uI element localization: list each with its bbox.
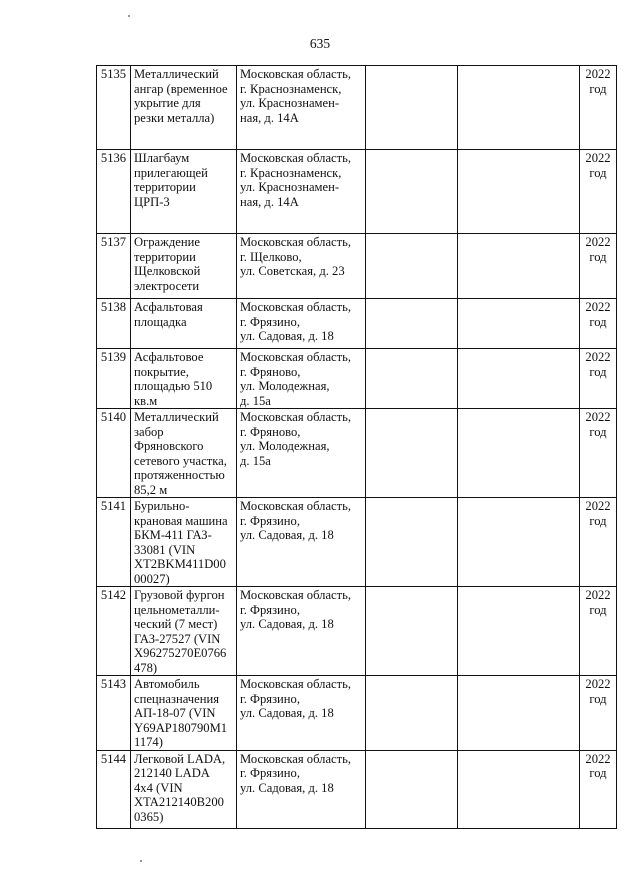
object-address: Московская область, г. Фрязино, ул. Садовая, д. 18 (237, 299, 366, 349)
object-address: Московская область, г. Краснознаменск, ул. Краснознамен- ная, д. 14А (237, 66, 366, 150)
empty-cell (458, 349, 580, 409)
year-cell: 2022 год (580, 299, 617, 349)
empty-cell (366, 349, 458, 409)
table-row (97, 66, 617, 150)
empty-cell (458, 750, 580, 828)
empty-cell (458, 498, 580, 587)
table-row (97, 676, 617, 751)
object-address: Московская область, г. Щелково, ул. Советская, д. 23 (237, 234, 366, 299)
empty-cell (366, 587, 458, 676)
empty-cell (366, 150, 458, 234)
row-number: 5141 (97, 498, 131, 587)
year-cell: 2022 год (580, 587, 617, 676)
object-address: Московская область, г. Фряново, ул. Молодежная, д. 15а (237, 409, 366, 498)
table-row (97, 234, 617, 299)
object-name: Асфальтовое покрытие, площадью 510 кв.м (131, 349, 237, 409)
table-row (97, 587, 617, 676)
row-number: 5136 (97, 150, 131, 234)
row-number: 5143 (97, 676, 131, 751)
table-row (97, 150, 617, 234)
year-cell: 2022 год (580, 676, 617, 751)
object-address: Московская область, г. Краснознаменск, ул. Краснознамен- ная, д. 14А (237, 150, 366, 234)
empty-cell (458, 66, 580, 150)
row-number: 5137 (97, 234, 131, 299)
empty-cell (366, 66, 458, 150)
year-cell: 2022 год (580, 750, 617, 828)
empty-cell (366, 299, 458, 349)
scan-speck (140, 860, 142, 862)
year-cell: 2022 год (580, 349, 617, 409)
table-row (97, 409, 617, 498)
year-cell: 2022 год (580, 234, 617, 299)
empty-cell (458, 234, 580, 299)
table-row (97, 750, 617, 828)
empty-cell (458, 299, 580, 349)
object-name: Легковой LADA, 212140 LADA 4x4 (VIN XTA212140B200 0365) (131, 750, 237, 828)
property-table (96, 65, 617, 829)
year-cell: 2022 год (580, 150, 617, 234)
object-address: Московская область, г. Фряново, ул. Молодежная, д. 15а (237, 349, 366, 409)
table-row (97, 299, 617, 349)
empty-cell (366, 234, 458, 299)
object-name: Автомобиль спецназначения АП-18-07 (VIN Y69AP180790M1 1174) (131, 676, 237, 751)
empty-cell (458, 150, 580, 234)
row-number: 5144 (97, 750, 131, 828)
empty-cell (458, 676, 580, 751)
table-row (97, 498, 617, 587)
empty-cell (366, 409, 458, 498)
empty-cell (366, 676, 458, 751)
object-name: Шлагбаум прилегающей территории ЦРП-3 (131, 150, 237, 234)
object-name: Бурильно- крановая машина БКМ-411 ГАЗ- 33081 (VIN XT2BKM411D00 00027) (131, 498, 237, 587)
object-address: Московская область, г. Фрязино, ул. Садовая, д. 18 (237, 498, 366, 587)
row-number: 5140 (97, 409, 131, 498)
year-cell: 2022 год (580, 498, 617, 587)
row-number: 5138 (97, 299, 131, 349)
object-name: Грузовой фургон цельнометалли- ческий (7 мест) ГАЗ-27527 (VIN X96275270E0766 478) (131, 587, 237, 676)
empty-cell (366, 750, 458, 828)
empty-cell (458, 409, 580, 498)
year-cell: 2022 год (580, 409, 617, 498)
empty-cell (458, 587, 580, 676)
page-number: 635 (309, 36, 331, 51)
row-number: 5135 (97, 66, 131, 150)
object-name: Металлический ангар (временное укрытие для резки металла) (131, 66, 237, 150)
row-number: 5142 (97, 587, 131, 676)
empty-cell (366, 498, 458, 587)
row-number: 5139 (97, 349, 131, 409)
object-address: Московская область, г. Фрязино, ул. Садовая, д. 18 (237, 587, 366, 676)
object-name: Ограждение территории Щелковской электросети (131, 234, 237, 299)
object-name: Асфальтовая площадка (131, 299, 237, 349)
object-name: Металлический забор Фряновского сетевого участка, протяженностью 85,2 м (131, 409, 237, 498)
table-row (97, 349, 617, 409)
object-address: Московская область, г. Фрязино, ул. Садовая, д. 18 (237, 750, 366, 828)
object-address: Московская область, г. Фрязино, ул. Садовая, д. 18 (237, 676, 366, 751)
year-cell: 2022 год (580, 66, 617, 150)
scan-speck (128, 15, 130, 17)
